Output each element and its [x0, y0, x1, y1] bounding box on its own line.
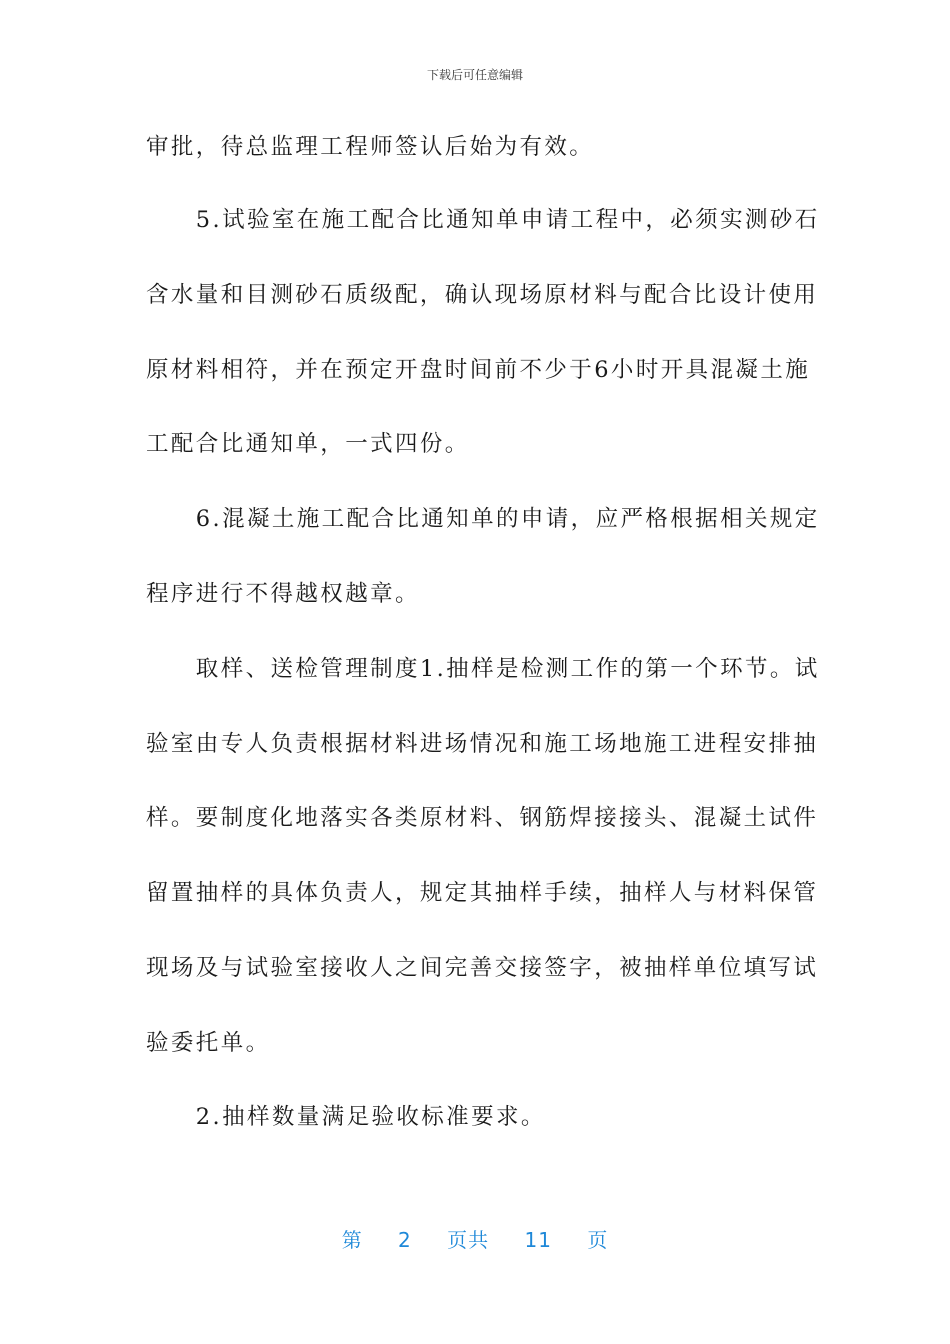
body-line-5: 工配合比通知单，一式四份。: [146, 431, 470, 457]
body-line-1: 审批，待总监理工程师签认后始为有效。: [146, 134, 595, 160]
page-header: 下载后可任意编辑: [426, 68, 523, 82]
footer-total-pages: 11: [524, 1228, 552, 1252]
footer-prefix: 第: [341, 1228, 363, 1252]
body-line-3: 含水量和目测砂石质级配，确认现场原材料与配合比设计使用: [146, 282, 819, 308]
footer-suffix: 页: [587, 1228, 609, 1252]
body-line-2: 5.试验室在施工配合比通知单申请工程中，必须实测砂石: [146, 207, 820, 233]
footer-middle: 页共: [447, 1228, 490, 1252]
body-line-6: 6.混凝土施工配合比通知单的申请，应严格根据相关规定: [146, 506, 820, 532]
body-line-14: 2.抽样数量满足验收标准要求。: [146, 1104, 546, 1130]
body-line-9: 验室由专人负责根据材料进场情况和施工场地施工进程安排抽: [146, 731, 819, 757]
body-line-4: 原材料相符，并在预定开盘时间前不少于6小时开具混凝土施: [146, 357, 811, 383]
body-line-7: 程序进行不得越权越章。: [146, 581, 420, 607]
footer-current-page: 2: [398, 1228, 412, 1252]
body-line-10: 样。要制度化地落实各类原材料、钢筋焊接接头、混凝土试件: [146, 805, 819, 831]
body-line-12: 现场及与试验室接收人之间完善交接签字，被抽样单位填写试: [146, 955, 819, 981]
body-line-8: 取样、送检管理制度1.抽样是检测工作的第一个环节。试: [146, 656, 820, 682]
page-footer: [0, 1224, 950, 1253]
body-line-13: 验委托单。: [146, 1030, 271, 1056]
body-line-11: 留置抽样的具体负责人，规定其抽样手续，抽样人与材料保管: [146, 880, 819, 906]
